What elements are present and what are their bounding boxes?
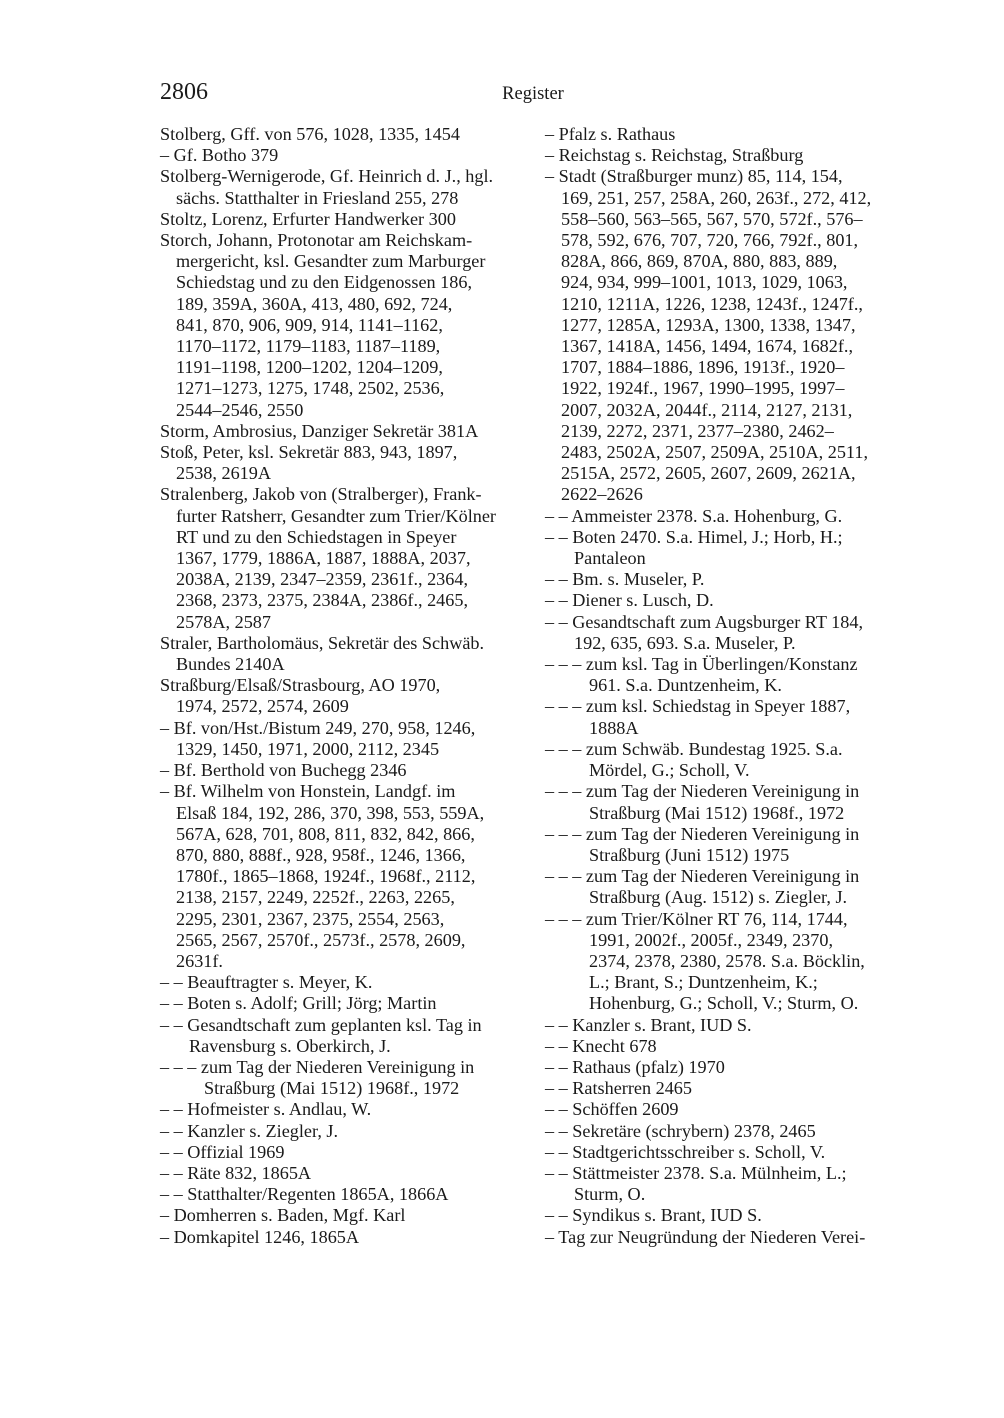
index-entry-line: Sturm, O. [574,1184,646,1205]
index-entry-line: – – – zum Schwäb. Bundestag 1925. S.a. [545,738,843,759]
index-entry-line: 1974, 2572, 2574, 2609 [176,696,349,717]
index-entry [545,909,910,1015]
index-entry [160,675,530,717]
index-entry [160,1057,530,1099]
index-entry-line: – – Schöffen 2609 [545,1099,679,1120]
index-entry [545,824,910,866]
index-entry-line: Straßburg (Mai 1512) 1968f., 1972 [589,802,845,823]
index-entry-line: – Domherren s. Baden, Mgf. Karl [160,1205,406,1226]
index-entry-line: – Bf. Wilhelm von Honstein, Landgf. im [160,781,456,802]
index-entry-line: 1780f., 1865–1868, 1924f., 1968f., 2112, [176,866,476,887]
page-number: 2806 [160,79,208,105]
index-entry [160,781,530,972]
index-entry [545,1099,910,1120]
index-entry [545,696,910,738]
index-entry [160,1205,530,1226]
index-entry [545,1205,910,1226]
index-entry [545,1142,910,1163]
index-entry-line: – – Stättmeister 2378. S.a. Mülnheim, L.; [545,1162,847,1183]
index-entry-line: – – – zum Tag der Niederen Vereinigung in [545,823,860,844]
index-entry-line: – – Diener s. Lusch, D. [545,590,714,611]
index-entry-line: Pantaleon [574,548,646,569]
index-entry-line: – Bf. von/Hst./Bistum 249, 270, 958, 1246, [160,717,476,738]
index-entry-line: Straßburg/Elsaß/Strasbourg, AO 1970, [160,675,441,696]
index-entry-line: 2622–2626 [561,484,643,505]
index-entry-line: – – – zum ksl. Tag in Überlingen/Konstanz [545,654,858,675]
index-entry [160,993,530,1014]
index-entry-line: 961. S.a. Duntzenheim, K. [589,675,782,696]
index-entry-line: Stoß, Peter, ksl. Sekretär 883, 943, 1897, [160,442,458,463]
index-entry [160,633,530,675]
index-entry [545,145,910,166]
index-entry [545,124,910,145]
index-entry-line: – – Stadtgerichtsschreiber s. Scholl, V. [545,1141,826,1162]
index-entry [160,1121,530,1142]
index-entry-line: RT und zu den Schiedstagen in Speyer [176,526,457,547]
index-entry [160,1142,530,1163]
index-entry [160,1227,530,1248]
index-entry [160,145,530,166]
index-entry-line: furter Ratsherr, Gesandter zum Trier/Kölner [176,505,496,526]
index-entry-line: 1329, 1450, 1971, 2000, 2112, 2345 [176,738,440,759]
index-entry-line: 2038A, 2139, 2347–2359, 2361f., 2364, [176,569,469,590]
index-entry [160,209,530,230]
index-entry-line: 2139, 2272, 2371, 2377–2380, 2462– [561,420,834,441]
index-entry [545,590,910,611]
index-entry [160,1184,530,1205]
running-title: Register [502,84,564,104]
index-entry-line: 2565, 2567, 2570f., 2573f., 2578, 2609, [176,929,466,950]
index-entry [160,166,530,208]
index-entry-line: 2631f. [176,950,223,971]
index-entry-line: 2138, 2157, 2249, 2252f., 2263, 2265, [176,887,455,908]
index-entry-line: Stolberg, Gff. von 576, 1028, 1335, 1454 [160,124,460,144]
index-entry-line: – – Ratsherren 2465 [545,1078,692,1099]
index-entry [160,124,530,145]
index-entry-line: Bundes 2140A [176,654,285,675]
index-entry-line: 2007, 2032A, 2044f., 2114, 2127, 2131, [561,399,853,420]
index-entry-line: 2295, 2301, 2367, 2375, 2554, 2563, [176,908,445,929]
index-entry-line: 1170–1172, 1179–1183, 1187–1189, [176,336,441,357]
index-entry-line: 1277, 1285A, 1293A, 1300, 1338, 1347, [561,314,856,335]
index-entry-line: – Bf. Berthold von Buchegg 2346 [160,760,407,781]
index-entry-line: – Tag zur Neugründung der Niederen Verei- [545,1226,866,1247]
index-entry-line: Elsaß 184, 192, 286, 370, 398, 553, 559A, [176,802,485,823]
index-entry-line: – – Hofmeister s. Andlau, W. [160,1099,372,1120]
index-entry [160,1015,530,1057]
index-entry [545,569,910,590]
index-entry-line: 1991, 2002f., 2005f., 2349, 2370, [589,929,834,950]
index-entry [545,1078,910,1099]
index-entry-line: 558–560, 563–565, 567, 570, 572f., 576– [561,208,863,229]
index-entry [160,1163,530,1184]
index-entry-line: Hohenburg, G.; Scholl, V.; Sturm, O. [589,993,859,1014]
index-entry-line: Stolberg-Wernigerode, Gf. Heinrich d. J., hgl. [160,166,494,187]
index-entry-line: 189, 359A, 360A, 413, 480, 692, 724, [176,293,453,314]
index-entry-line: – Pfalz s. Rathaus [545,124,676,144]
index-entry-line: Storm, Ambrosius, Danziger Sekretär 381A [160,420,479,441]
index-entry-line: 1922, 1924f., 1967, 1990–1995, 1997– [561,378,845,399]
index-entry-line: 578, 592, 676, 707, 720, 766, 792f., 801, [561,230,859,251]
index-entry-line: Stralenberg, Jakob von (Stralberger), Frank- [160,484,482,505]
index-entry-line: – – – zum Trier/Kölner RT 76, 114, 1744, [545,908,848,929]
index-entry-line: 2538, 2619A [176,463,271,484]
index-entry-line: Straßburg (Aug. 1512) s. Ziegler, J. [589,887,848,908]
index-entry-line: – – Boten 2470. S.a. Himel, J.; Horb, H.; [545,526,843,547]
index-entry-line: 1707, 1884–1886, 1896, 1913f., 1920– [561,357,845,378]
index-entry [160,421,530,442]
index-entry-line: – – – zum Tag der Niederen Vereinigung in [545,781,860,802]
index-entry [545,866,910,908]
index-entry-line: 169, 251, 257, 258A, 260, 263f., 272, 412, [561,187,872,208]
index-entry [545,612,910,654]
index-entry-line: – – Sekretäre (schrybern) 2378, 2465 [545,1120,816,1141]
index-entry-line: 870, 880, 888f., 928, 958f., 1246, 1366, [176,844,466,865]
index-entry-line: 2374, 2378, 2380, 2578. S.a. Böcklin, [589,950,865,971]
index-entry-line: 2544–2546, 2550 [176,399,304,420]
index-entry-line: – – Gesandtschaft zum Augsburger RT 184, [545,611,863,632]
index-entry-line: – – Offizial 1969 [160,1141,285,1162]
index-entry-line: – – Knecht 678 [545,1035,657,1056]
index-entry [545,527,910,569]
index-entry [545,739,910,781]
index-entry-line: sächs. Statthalter in Friesland 255, 278 [176,187,459,208]
index-entry [545,1163,910,1205]
index-entry-line: 1367, 1418A, 1456, 1494, 1674, 1682f., [561,336,854,357]
index-entry-line: – – Kanzler s. Brant, IUD S. [545,1014,752,1035]
index-entry-line: Schiedstag und zu den Eidgenossen 186, [176,272,472,293]
index-entry-line: – – Ammeister 2378. S.a. Hohenburg, G. [545,505,843,526]
index-entry-line: Straler, Bartholomäus, Sekretär des Schwäb. [160,632,485,653]
index-entry-line: Ravensburg s. Oberkirch, J. [189,1035,391,1056]
index-entry-line: 2578A, 2587 [176,611,271,632]
index-entry-line: 2515A, 2572, 2605, 2607, 2609, 2621A, [561,463,856,484]
index-entry-line: – – Syndikus s. Brant, IUD S. [545,1205,762,1226]
index-entry [160,230,530,421]
index-entry-line: – – – zum ksl. Schiedstag in Speyer 1887, [545,696,851,717]
index-entry [160,760,530,781]
index-entry-line: – – Räte 832, 1865A [160,1162,312,1183]
index-entry-line: 1271–1273, 1275, 1748, 2502, 2536, [176,378,445,399]
index-entry-line: – – Bm. s. Museler, P. [545,569,705,590]
index-entry-line: 1210, 1211A, 1226, 1238, 1243f., 1247f., [561,293,863,314]
index-column-left [160,124,530,1248]
index-entry-line: 1191–1198, 1200–1202, 1204–1209, [176,357,443,378]
index-entry-line: – – Gesandtschaft zum geplanten ksl. Tag in [160,1014,482,1035]
index-entry-line: – – Beauftragter s. Meyer, K. [160,972,373,993]
index-column-right [545,124,910,1248]
index-entry [160,972,530,993]
index-entry-line: – – Rathaus (pfalz) 1970 [545,1056,725,1077]
index-entry-line: mergericht, ksl. Gesandter zum Marburger [176,251,486,272]
index-entry-line: 828A, 866, 869, 870A, 880, 883, 889, [561,251,838,272]
index-entry-line: – – Statthalter/Regenten 1865A, 1866A [160,1184,449,1205]
index-entry [545,1015,910,1036]
index-entry-line: – – – zum Tag der Niederen Vereinigung in [545,866,860,887]
index-entry-line: Straßburg (Mai 1512) 1968f., 1972 [204,1078,460,1099]
index-entry [545,1057,910,1078]
index-entry [160,1099,530,1120]
index-entry-line: 2483, 2502A, 2507, 2509A, 2510A, 2511, [561,442,868,463]
index-entry-line: – Domkapitel 1246, 1865A [160,1226,360,1247]
index-entry [160,718,530,760]
index-entry-line: – Gf. Botho 379 [160,145,279,166]
index-entry-line: Mördel, G.; Scholl, V. [589,760,750,781]
index-entry-line: Stoltz, Lorenz, Erfurter Handwerker 300 [160,208,456,229]
page-header [160,76,906,108]
index-entry-line: – – Kanzler s. Ziegler, J. [160,1120,339,1141]
index-entry-line: – – Boten s. Adolf; Grill; Jörg; Martin [160,993,437,1014]
index-entry-line: 2368, 2373, 2375, 2384A, 2386f., 2465, [176,590,469,611]
index-entry-line: – – – zum Tag der Niederen Vereinigung in [160,1056,475,1077]
index-entry-line: 192, 635, 693. S.a. Museler, P. [574,632,796,653]
index-entry-line: – Reichstag s. Reichstag, Straßburg [545,145,804,166]
index-entry [545,654,910,696]
index-entry [545,781,910,823]
index-entry-line: 1367, 1779, 1886A, 1887, 1888A, 2037, [176,548,471,569]
index-entry [545,1227,910,1248]
index-entry [545,1121,910,1142]
index-entry-line: Straßburg (Juni 1512) 1975 [589,844,790,865]
index-entry-line: 567A, 628, 701, 808, 811, 832, 842, 866, [176,823,475,844]
index-entry-line: 924, 934, 999–1001, 1013, 1029, 1063, [561,272,848,293]
index-entry [545,506,910,527]
index-entry [545,1036,910,1057]
index-entry-line: Storch, Johann, Protonotar am Reichskam- [160,230,473,251]
index-entry-line: 1888A [589,717,639,738]
index-entry-line: 841, 870, 906, 909, 914, 1141–1162, [176,314,443,335]
index-entry [545,166,910,505]
index-entry-line: – Stadt (Straßburger munz) 85, 114, 154, [545,166,843,187]
index-entry [160,442,530,484]
index-entry [160,484,530,632]
index-entry-line: L.; Brant, S.; Duntzenheim, K.; [589,972,818,993]
